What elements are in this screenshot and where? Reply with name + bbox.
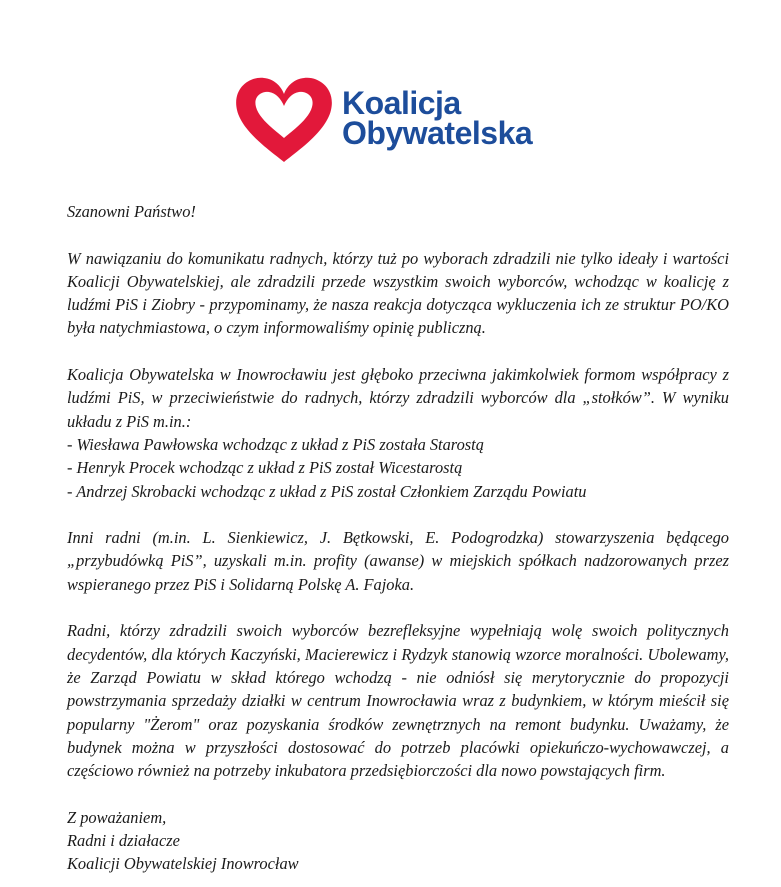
signature-line-1: Radni i działacze bbox=[67, 831, 180, 851]
signature-line-2: Koalicji Obywatelskiej Inowrocław bbox=[67, 854, 299, 874]
paragraph-1: W nawiązaniu do komunikatu radnych, którzy tuż po wyborach zdradzili nie tylko ideały i wartości Koalicji Obywatelskiej, ale zdradzili przede wszystkim swoich wyborców, wchodząc w koalicję z ludźmi PiS i Ziobry - przypominamy, że nasza reakcja dotycząca wykluczenia ich ze struktur PO/KO była natychmiastowa, o czym informowaliśmy opinię publiczną. bbox=[67, 248, 729, 338]
list-item: - Andrzej Skrobacki wchodząc z układ z PiS został Członkiem Zarządu Powiatu bbox=[67, 481, 587, 501]
logo-line-1: Koalicja bbox=[342, 85, 461, 121]
logo-wordmark bbox=[342, 85, 533, 151]
paragraph-3: Inni radni (m.in. L. Sienkiewicz, J. Bętkowski, E. Podogrodzka) stowarzyszenia będącego „przybudówką PiS”, uzyskali m.in. profity (awanse) w miejskich spółkach nadzorowanych przez wspieranego przez PiS i Solidarną Polskę A. Fajoka. bbox=[67, 528, 729, 594]
logo-line-2: Obywatelska bbox=[342, 115, 533, 151]
list-item: - Wiesława Pawłowska wchodząc z układ z PiS została Starostą bbox=[67, 434, 484, 454]
paragraph-4: Radni, którzy zdradzili swoich wyborców bezrefleksyjne wypełniają wolę swoich politycznych decydentów, dla których Kaczyński, Macierewicz i Rydzyk stanowią wzorce moralności. Ubolewamy, że Zarząd Powiatu w skład którego wchodzą - nie odniósł się merytorycznie do propozycji powstrzymania sprzedaży działki w centrum Inowrocławia wraz z budynkiem, w którym mieścił się popularny "Żerom" oraz pozyskania środków zewnętrznych na remont budynku. Uważamy, że budynek można w przyszłości dostosować do potrzeb placówki opiekuńczo-wychowawczej, a częściowo również na potrzeby inkubatora przedsiębiorczości dla nowo powstających firm. bbox=[67, 621, 729, 781]
list-item: - Henryk Procek wchodząc z układ z PiS został Wicestarostą bbox=[67, 458, 463, 478]
closing: Z poważaniem, bbox=[67, 807, 167, 827]
heart-logo-icon bbox=[232, 74, 336, 168]
salutation: Szanowni Państwo! bbox=[67, 202, 196, 221]
koalicja-obywatelska-logo bbox=[232, 74, 572, 170]
letter-body bbox=[67, 200, 729, 876]
paragraph-2: Koalicja Obywatelska w Inowrocławiu jest głęboko przeciwna jakimkolwiek formom współpracy z ludźmi PiS, w przeciwieństwie do radnych, którzy zdradzili wyborców dla „stołków”. W wyniku układu z PiS m.in.: bbox=[67, 365, 729, 431]
